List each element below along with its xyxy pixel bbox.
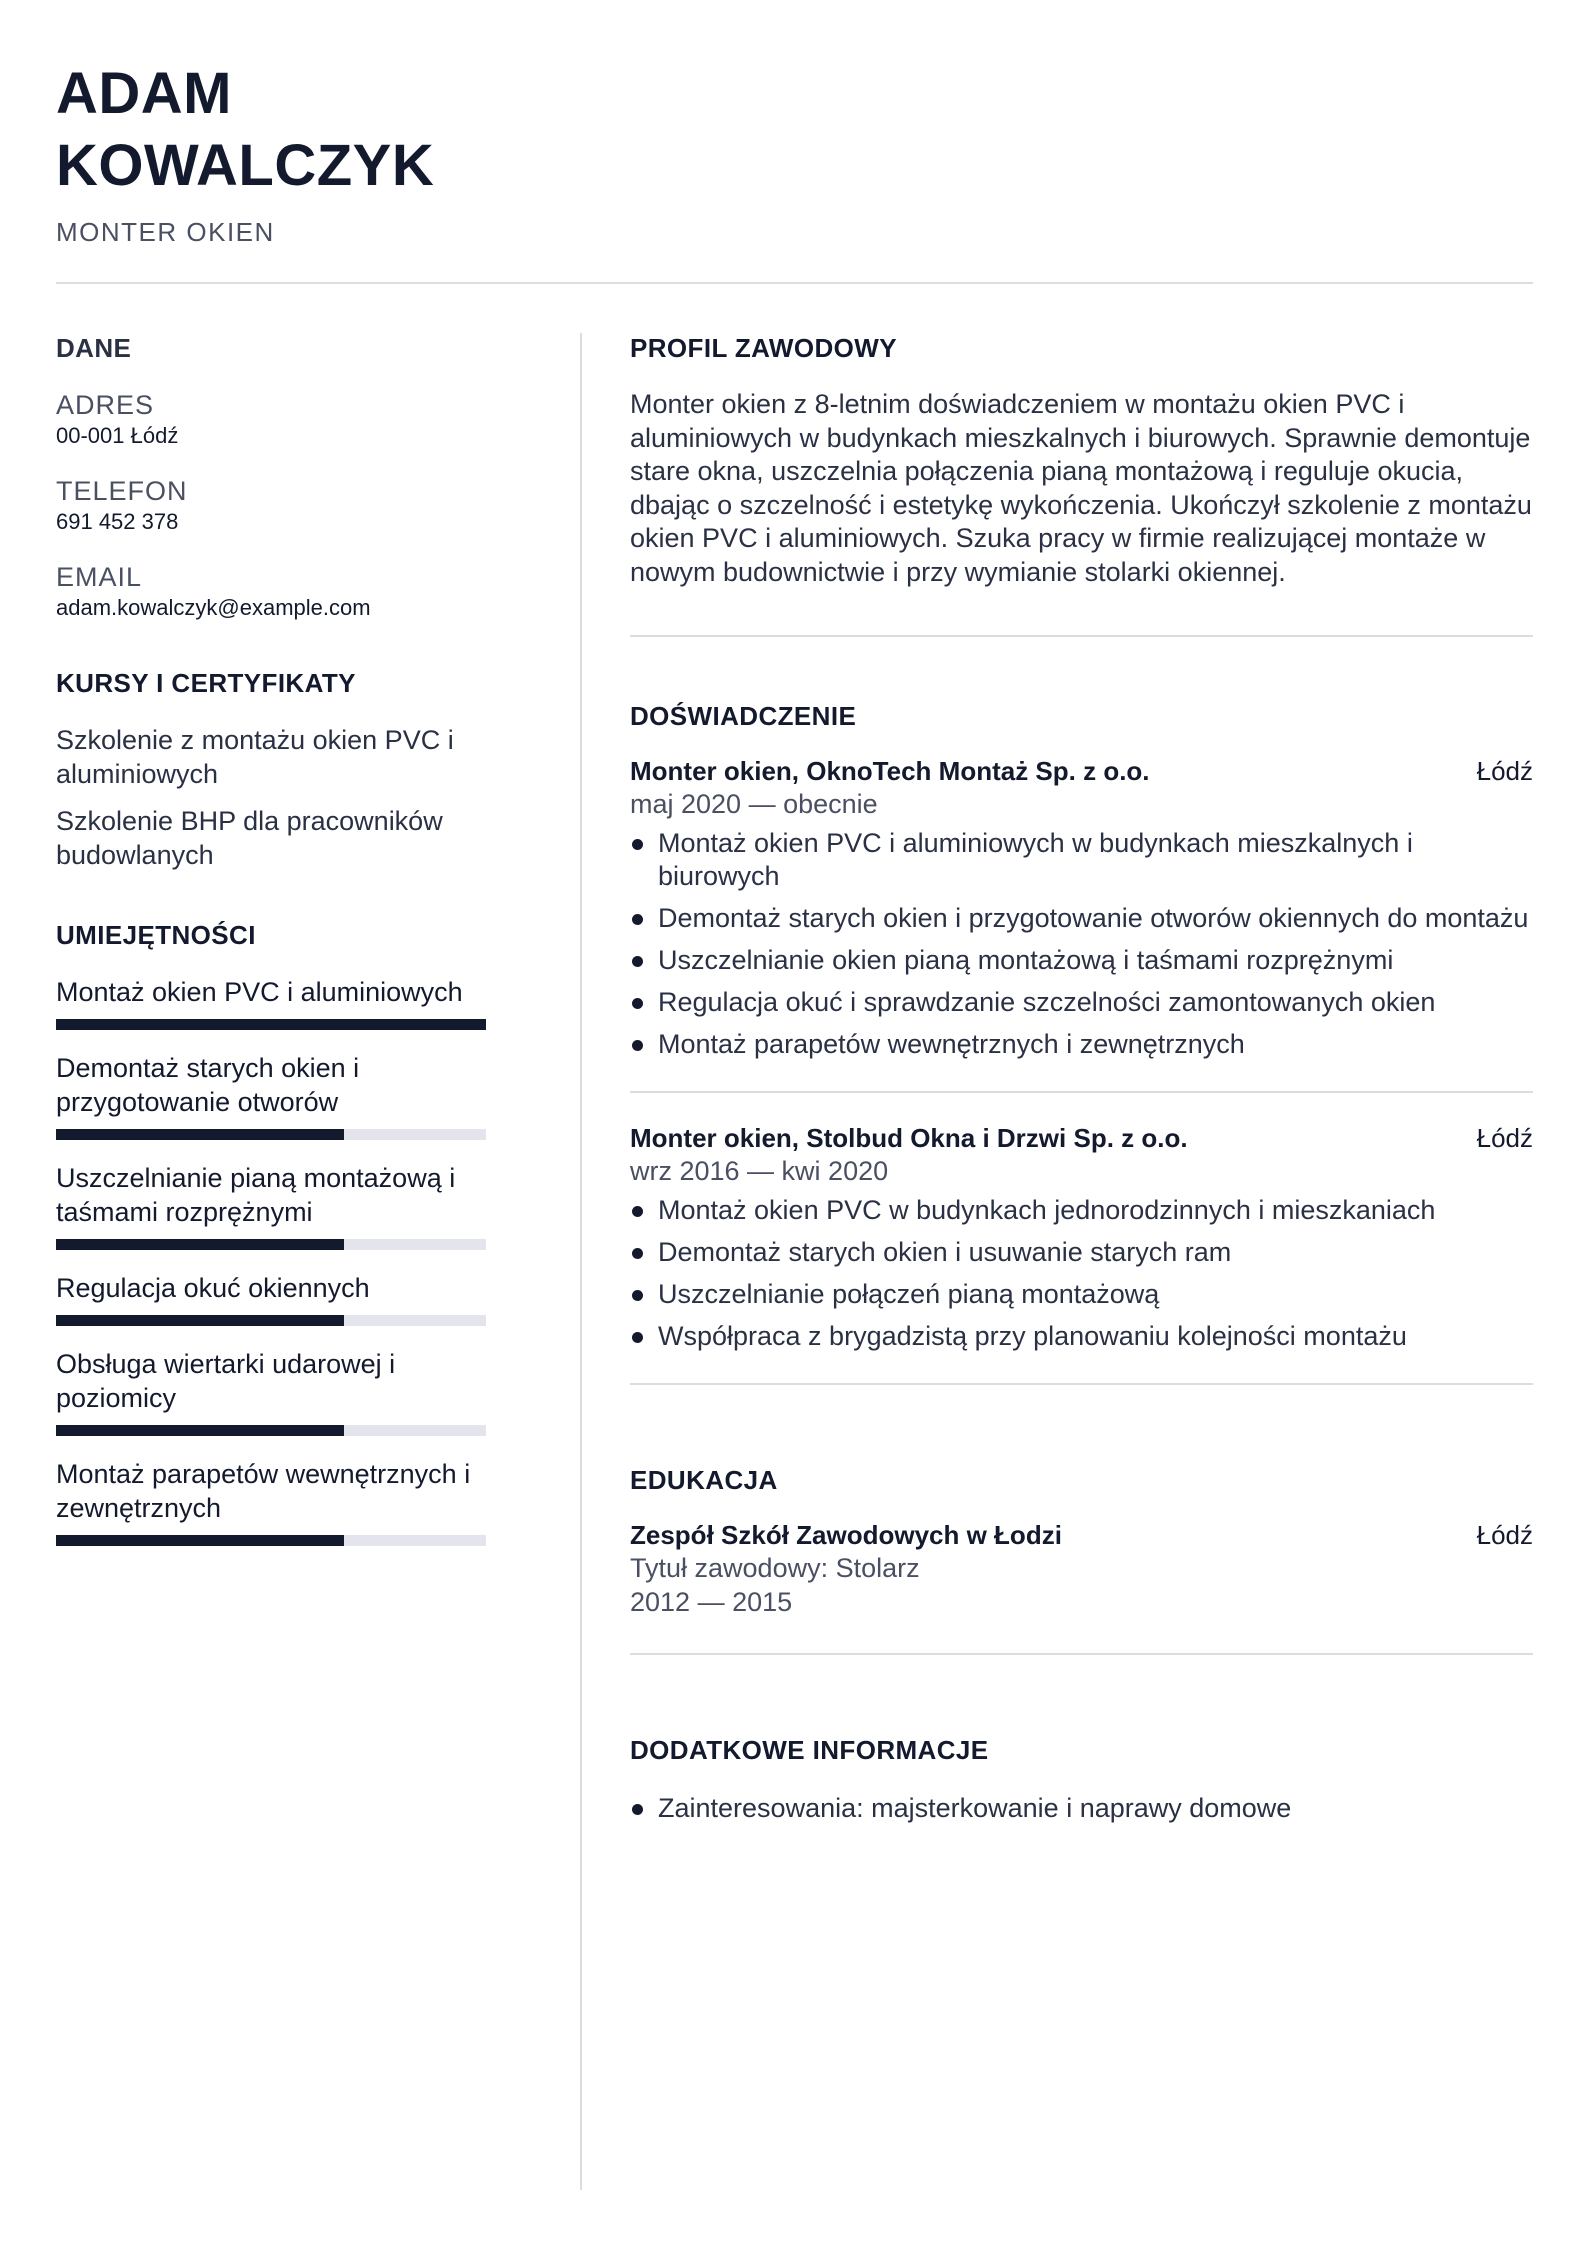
skill-level-bar [56,1129,486,1140]
list-item [630,1028,1533,1061]
skill-level-bar [56,1535,486,1546]
list-item [630,902,1533,935]
job-header [630,756,1533,787]
course-item: Szkolenie BHP dla pracowników budowlanych [56,806,443,870]
job-header [630,1123,1533,1154]
skill-item [56,975,486,1030]
education-entry [630,1520,1533,1619]
job-entry [630,1123,1533,1353]
job-location: Łódź [1476,756,1533,786]
contact-section-title: DANE [56,333,132,363]
contact-value: 00-001 Łódź [56,423,179,448]
course-item: Szkolenie z montażu okien PVC i aluminiowych [56,725,454,789]
job-position: Monter okien, Stolbud Okna i Drzwi Sp. z o.o. [630,1123,1188,1153]
last-name: KOWALCZYK [56,133,435,198]
list-item [630,944,1533,977]
contact-label: ADRES [56,390,155,420]
sidebar [56,333,486,1546]
list-item-text: Demontaż starych okien i przygotowanie otworów okiennych do montażu [658,903,1529,933]
candidate-name [56,58,434,202]
job-duties [630,827,1533,1061]
contact-list [56,388,486,622]
bullet-icon [632,956,643,967]
section-divider [630,1653,1533,1655]
first-name: ADAM [56,61,232,126]
header-divider [56,282,1533,284]
contact-label: EMAIL [56,562,143,592]
main-column [630,333,1533,1825]
section-divider [630,635,1533,637]
bullet-icon [632,998,643,1009]
contact-value: 691 452 378 [56,509,179,534]
skills-list [56,975,486,1546]
bullet-icon [632,1248,643,1259]
skill-level-bar [56,1315,486,1326]
additional-list [630,1792,1533,1825]
courses-section-title: KURSY I CERTYFIKATY [56,668,356,698]
degree: Tytuł zawodowy: Stolarz [630,1553,920,1583]
skill-name: Montaż parapetów wewnętrznych i zewnętrznych [56,1459,471,1523]
list-item-text: Montaż okien PVC w budynkach jednorodzinnych i mieszkaniach [658,1195,1436,1225]
skill-level-bar [56,1019,486,1030]
skill-item [56,1051,486,1140]
list-item [630,1792,1533,1825]
bullet-icon [632,914,643,925]
bullet-icon [632,1040,643,1051]
bullet-icon [632,1332,643,1343]
list-item-text: Uszczelnianie połączeń pianą montażową [658,1279,1160,1309]
job-position: Monter okien, OknoTech Montaż Sp. z o.o. [630,756,1150,786]
job-location: Łódź [1476,1123,1533,1153]
education-dates: 2012 — 2015 [630,1587,793,1617]
bullet-icon [632,839,643,850]
education-section-title: EDUKACJA [630,1465,778,1495]
job-dates: maj 2020 — obecnie [630,789,878,819]
list-item-text: Współpraca z brygadzistą przy planowaniu kolejności montażu [658,1321,1407,1351]
list-item-text: Demontaż starych okien i usuwanie starych ram [658,1237,1232,1267]
skill-name: Regulacja okuć okiennych [56,1273,370,1303]
bullet-icon [632,1804,643,1815]
job-dates: wrz 2016 — kwi 2020 [630,1156,889,1186]
skill-item [56,1271,486,1326]
job-entry [630,756,1533,1061]
list-item [630,986,1533,1019]
contact-label: TELEFON [56,476,188,506]
list-item-text: Montaż okien PVC i aluminiowych w budynkach mieszkalnych i biurowych [658,828,1413,891]
school-location: Łódź [1476,1520,1533,1550]
skill-level-fill [56,1315,344,1326]
list-item-text: Regulacja okuć i sprawdzanie szczelności zamontowanych okien [658,987,1436,1017]
skill-level-fill [56,1535,344,1546]
education-header [630,1520,1533,1551]
job-duties [630,1194,1533,1353]
contact-item-phone [56,474,486,536]
skill-level-fill [56,1019,486,1030]
list-item-text: Zainteresowania: majsterkowanie i naprawy domowe [658,1793,1292,1823]
skill-item [56,1347,486,1436]
contact-item-address [56,388,486,450]
skill-level-bar [56,1425,486,1436]
list-item [630,1194,1533,1227]
job-title: MONTER OKIEN [56,217,275,247]
job-divider [630,1091,1533,1093]
profile-text: Monter okien z 8-letnim doświadczeniem w montażu okien PVC i aluminiowych w budynkach mieszkalnych i biurowych. Sprawnie demontuje stare okna, uszczelnia połączenia pianą montażową i reguluje okucia, dbając o szczelność i estetykę wykończenia. Ukończył szkolenie z montażu okien PVC i aluminiowych. Szuka pracy w firmie realizującej montaże w nowym budownictwie i przy wymianie stolarki okiennej. [630,389,1532,587]
skill-name: Montaż okien PVC i aluminiowych [56,977,463,1007]
experience-section-title: DOŚWIADCZENIE [630,701,857,731]
skill-item [56,1161,486,1250]
contact-value: adam.kowalczyk@example.com [56,595,371,620]
list-item [630,1320,1533,1353]
skill-level-fill [56,1425,344,1436]
list-item-text: Uszczelnianie okien pianą montażową i taśmami rozprężnymi [658,945,1394,975]
skill-item [56,1457,486,1546]
skills-section-title: UMIEJĘTNOŚCI [56,920,256,950]
skill-level-fill [56,1129,344,1140]
list-item [630,1278,1533,1311]
skill-level-fill [56,1239,344,1250]
skill-name: Obsługa wiertarki udarowej i poziomicy [56,1349,396,1413]
skill-level-bar [56,1239,486,1250]
courses-list [56,723,486,872]
list-item [630,1236,1533,1269]
contact-item-email [56,560,486,622]
list-item-text: Montaż parapetów wewnętrznych i zewnętrznych [658,1029,1245,1059]
school-name: Zespół Szkół Zawodowych w Łodzi [630,1520,1062,1550]
profile-section-title: PROFIL ZAWODOWY [630,333,897,363]
additional-section-title: DODATKOWE INFORMACJE [630,1735,989,1765]
column-divider [580,333,582,2190]
bullet-icon [632,1206,643,1217]
skill-name: Uszczelnianie pianą montażową i taśmami rozprężnymi [56,1163,456,1227]
skill-name: Demontaż starych okien i przygotowanie otworów [56,1053,360,1117]
section-divider [630,1383,1533,1385]
list-item [630,827,1533,893]
bullet-icon [632,1290,643,1301]
